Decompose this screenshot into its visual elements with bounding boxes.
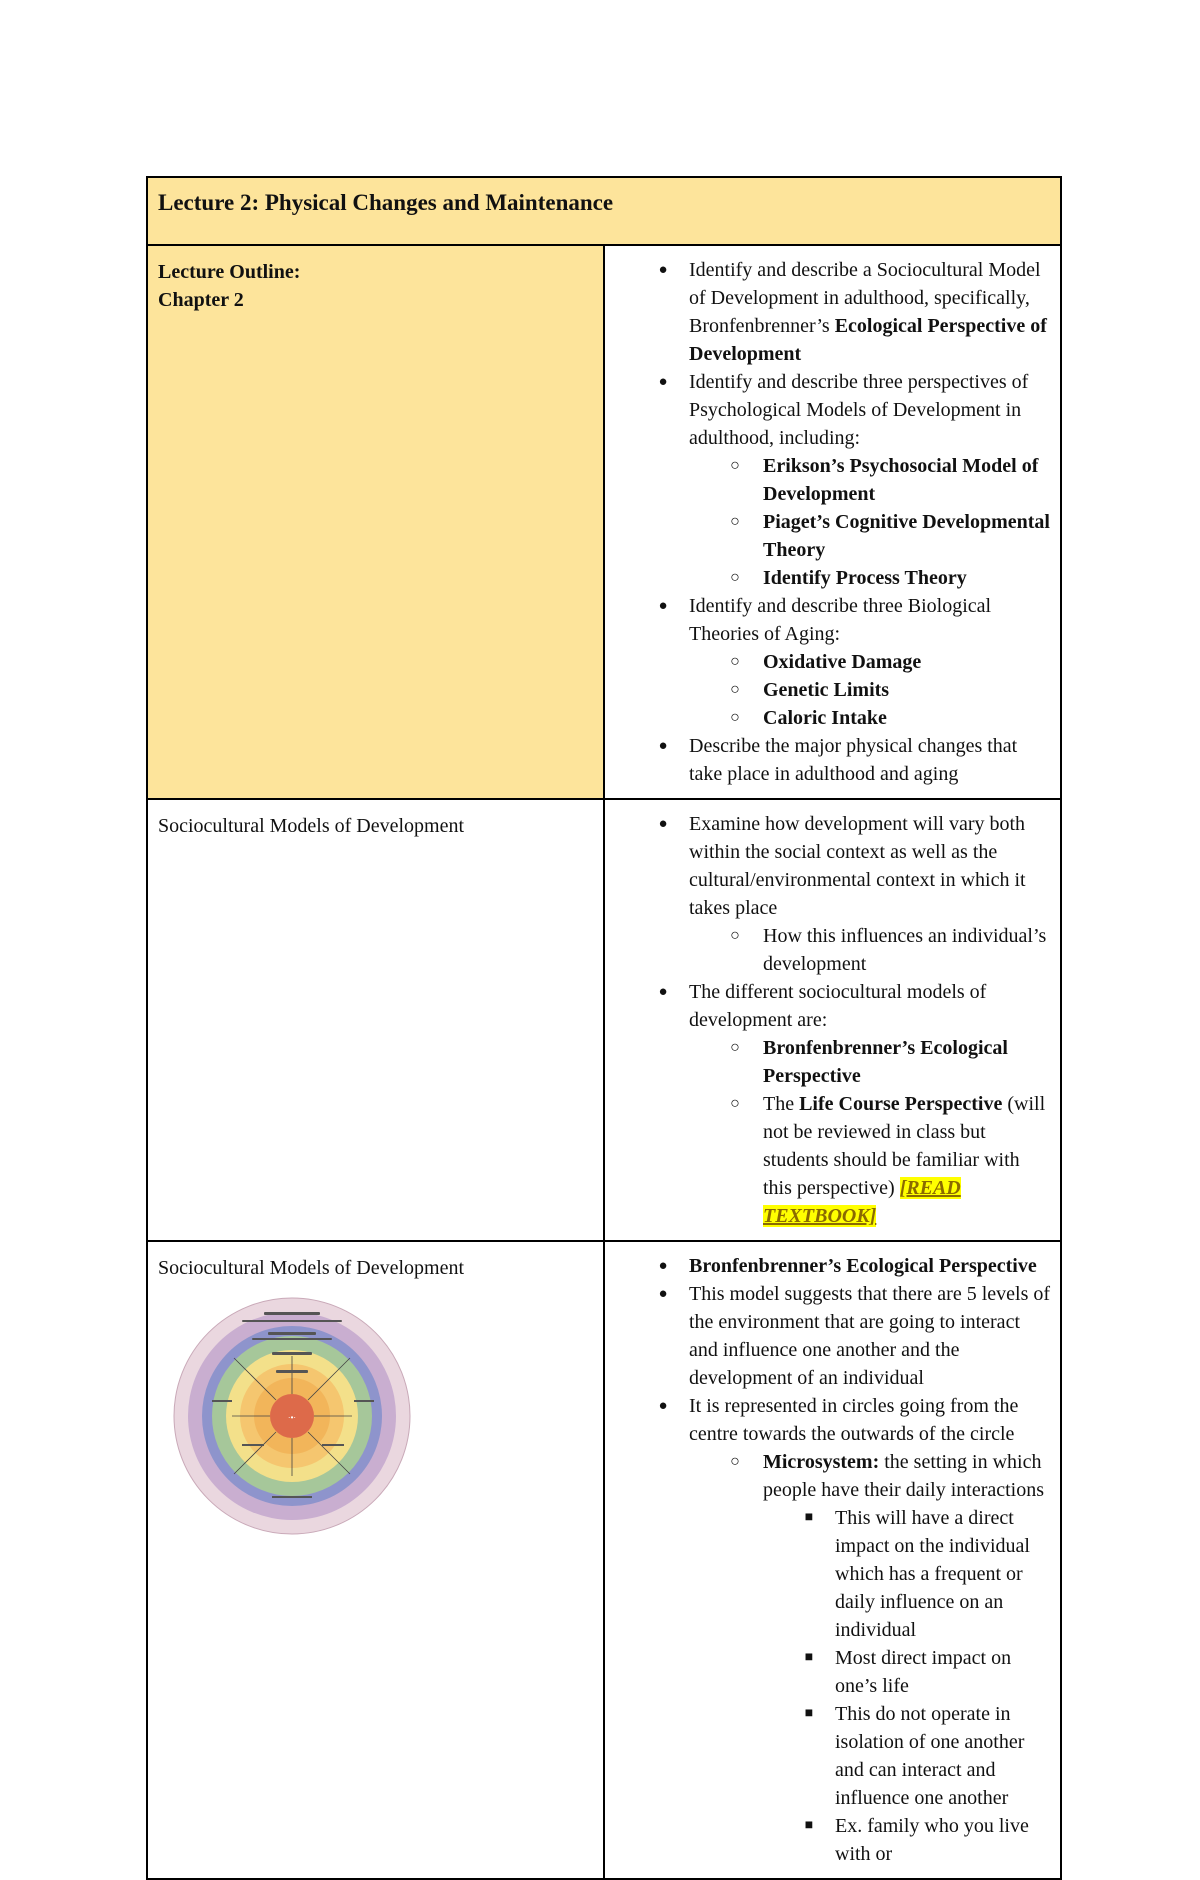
sub-item-text: Erikson’s Psychosocial Model of Development: [763, 455, 1039, 505]
bronfenbrenner-label-cell: [147, 1241, 604, 1879]
bullet-icon: ●: [658, 262, 668, 278]
sub-list-item: [605, 564, 1052, 592]
sub-list-container: [605, 922, 1052, 978]
sub-list: [605, 1034, 1052, 1230]
sub-list-item: [605, 1448, 1052, 1504]
list-item-bold: Ecological Perspective of Development: [689, 315, 1047, 365]
list-item-text: Identify and describe three Biological Theories of Aging:: [689, 595, 992, 645]
title-row: [147, 177, 1061, 245]
outline-list: [605, 256, 1052, 788]
hollow-bullet-icon: ○: [730, 709, 740, 726]
bullet-icon: ●: [658, 1258, 668, 1274]
list-item: [605, 732, 1052, 788]
row-label: Sociocultural Models of Development: [158, 815, 465, 837]
hollow-bullet-icon: ○: [730, 513, 740, 530]
bullet-icon: ●: [658, 738, 668, 754]
sub-item-text: the setting in which people have their daily interactions: [763, 1451, 1045, 1501]
square-bullet-icon: ■: [804, 1510, 814, 1525]
bullet-icon: ●: [658, 598, 668, 614]
svg-text:·•·: ·•·: [287, 1413, 297, 1422]
list-item: [605, 978, 1052, 1034]
list-item-text: The different sociocultural models of development are:: [689, 981, 987, 1031]
sub-item-text: Genetic Limits: [763, 679, 890, 701]
sub-list: [605, 922, 1052, 978]
hollow-bullet-icon: ○: [730, 1095, 740, 1112]
sociocultural-row: [147, 799, 1061, 1241]
list-item-text: Describe the major physical changes that take place in adulthood and aging: [689, 735, 1018, 785]
list-item-bold: Bronfenbrenner’s Ecological Perspective: [689, 1255, 1037, 1277]
sub-sub-list-item: [605, 1700, 1052, 1812]
sub-list-container: [605, 648, 1052, 732]
hollow-bullet-icon: ○: [730, 457, 740, 474]
sub-sub-list-item: [605, 1644, 1052, 1700]
ecological-model-diagram: [172, 1296, 412, 1536]
list-item: [605, 592, 1052, 648]
square-bullet-icon: ■: [804, 1650, 814, 1665]
list-item-text: It is represented in circles going from the centre towards the outwards of the circle: [689, 1395, 1019, 1445]
square-bullet-icon: ■: [804, 1706, 814, 1721]
sub-sub-item-text: This will have a direct impact on the individual which has a frequent or daily influence on an individual: [835, 1507, 1030, 1641]
sub-list-item: [605, 648, 1052, 676]
sub-list-item: [605, 452, 1052, 508]
sub-sub-list: [605, 1504, 1052, 1868]
sub-list-item: [605, 676, 1052, 704]
sub-item-text: Caloric Intake: [763, 707, 887, 729]
lecture-notes-table: [146, 176, 1062, 1880]
bullet-icon: ●: [658, 374, 668, 390]
sub-list-item: [605, 1090, 1052, 1230]
list-item: [605, 256, 1052, 368]
hollow-bullet-icon: ○: [730, 1039, 740, 1056]
outline-content-cell: [604, 245, 1061, 799]
sub-item-text: Oxidative Damage: [763, 651, 922, 673]
list-item: [605, 1392, 1052, 1448]
hollow-bullet-icon: ○: [730, 653, 740, 670]
list-item: [605, 368, 1052, 452]
square-bullet-icon: ■: [804, 1818, 814, 1833]
sub-sub-item-text: This do not operate in isolation of one another and can interact and influence one another: [835, 1703, 1025, 1809]
read-textbook-highlight: [READ TEXTBOOK]: [763, 1177, 961, 1227]
sub-sub-item-text: Most direct impact on one’s life: [835, 1647, 1012, 1697]
list-item-text: Identify and describe a Sociocultural Model of Development in adulthood, specifically, Bronfenbrenner’s: [689, 259, 1041, 337]
sub-list-container: [605, 1034, 1052, 1230]
sub-item-text: The: [763, 1093, 800, 1115]
hollow-bullet-icon: ○: [730, 1453, 740, 1470]
hollow-bullet-icon: ○: [730, 681, 740, 698]
sub-item-bold: Life Course Perspective: [799, 1093, 1003, 1115]
sub-item-text: How this influences an individual’s development: [763, 925, 1047, 975]
list-item-text: This model suggests that there are 5 levels of the environment that are going to interact and influence one another and the development of an individual: [689, 1283, 1051, 1389]
chapter-label: Chapter 2: [158, 289, 244, 311]
bronfenbrenner-list: [605, 1252, 1052, 1868]
list-item: [605, 1252, 1052, 1280]
outline-label-cell: [147, 245, 604, 799]
sub-list-item: [605, 704, 1052, 732]
sub-item-text: (will not be reviewed in class but students should be familiar with this perspective): [763, 1093, 1046, 1199]
outline-row: [147, 245, 1061, 799]
sociocultural-label-cell: [147, 799, 604, 1241]
sub-item-bold: Microsystem:: [763, 1451, 880, 1473]
bronfenbrenner-row: [147, 1241, 1061, 1879]
sub-list-item: [605, 922, 1052, 978]
table-title: Lecture 2: Physical Changes and Maintenance: [147, 177, 1061, 245]
bullet-icon: ●: [658, 1398, 668, 1414]
sub-list: [605, 452, 1052, 592]
sub-item-text: Identify Process Theory: [763, 567, 967, 589]
sub-list-container: [605, 1448, 1052, 1868]
row-label: Sociocultural Models of Development: [158, 1257, 465, 1279]
sociocultural-list: [605, 810, 1052, 1230]
sub-list-item: [605, 1034, 1052, 1090]
sub-item-text: Bronfenbrenner’s Ecological Perspective: [763, 1037, 1008, 1087]
list-item-text: Examine how development will vary both within the social context as well as the cultural/environmental context in which it takes place: [689, 813, 1026, 919]
hollow-bullet-icon: ○: [730, 927, 740, 944]
sub-list: [605, 1448, 1052, 1868]
sub-sub-item-text: Ex. family who you live with or: [835, 1815, 1029, 1865]
bullet-icon: ●: [658, 984, 668, 1000]
sub-list-container: [605, 452, 1052, 592]
list-item: [605, 810, 1052, 922]
outline-label: Lecture Outline:: [158, 261, 301, 283]
hollow-bullet-icon: ○: [730, 569, 740, 586]
sub-sub-list-container: [605, 1504, 1052, 1868]
sub-list: [605, 648, 1052, 732]
sociocultural-content-cell: [604, 799, 1061, 1241]
list-item-text: Identify and describe three perspectives of Psychological Models of Development in adulthood, including:: [689, 371, 1029, 449]
sub-item-text: Piaget’s Cognitive Developmental Theory: [763, 511, 1050, 561]
sub-list-item: [605, 508, 1052, 564]
bronfenbrenner-content-cell: [604, 1241, 1061, 1879]
list-item: [605, 1280, 1052, 1392]
bullet-icon: ●: [658, 1286, 668, 1302]
bullet-icon: ●: [658, 816, 668, 832]
sub-sub-list-item: [605, 1504, 1052, 1644]
sub-sub-list-item: [605, 1812, 1052, 1868]
